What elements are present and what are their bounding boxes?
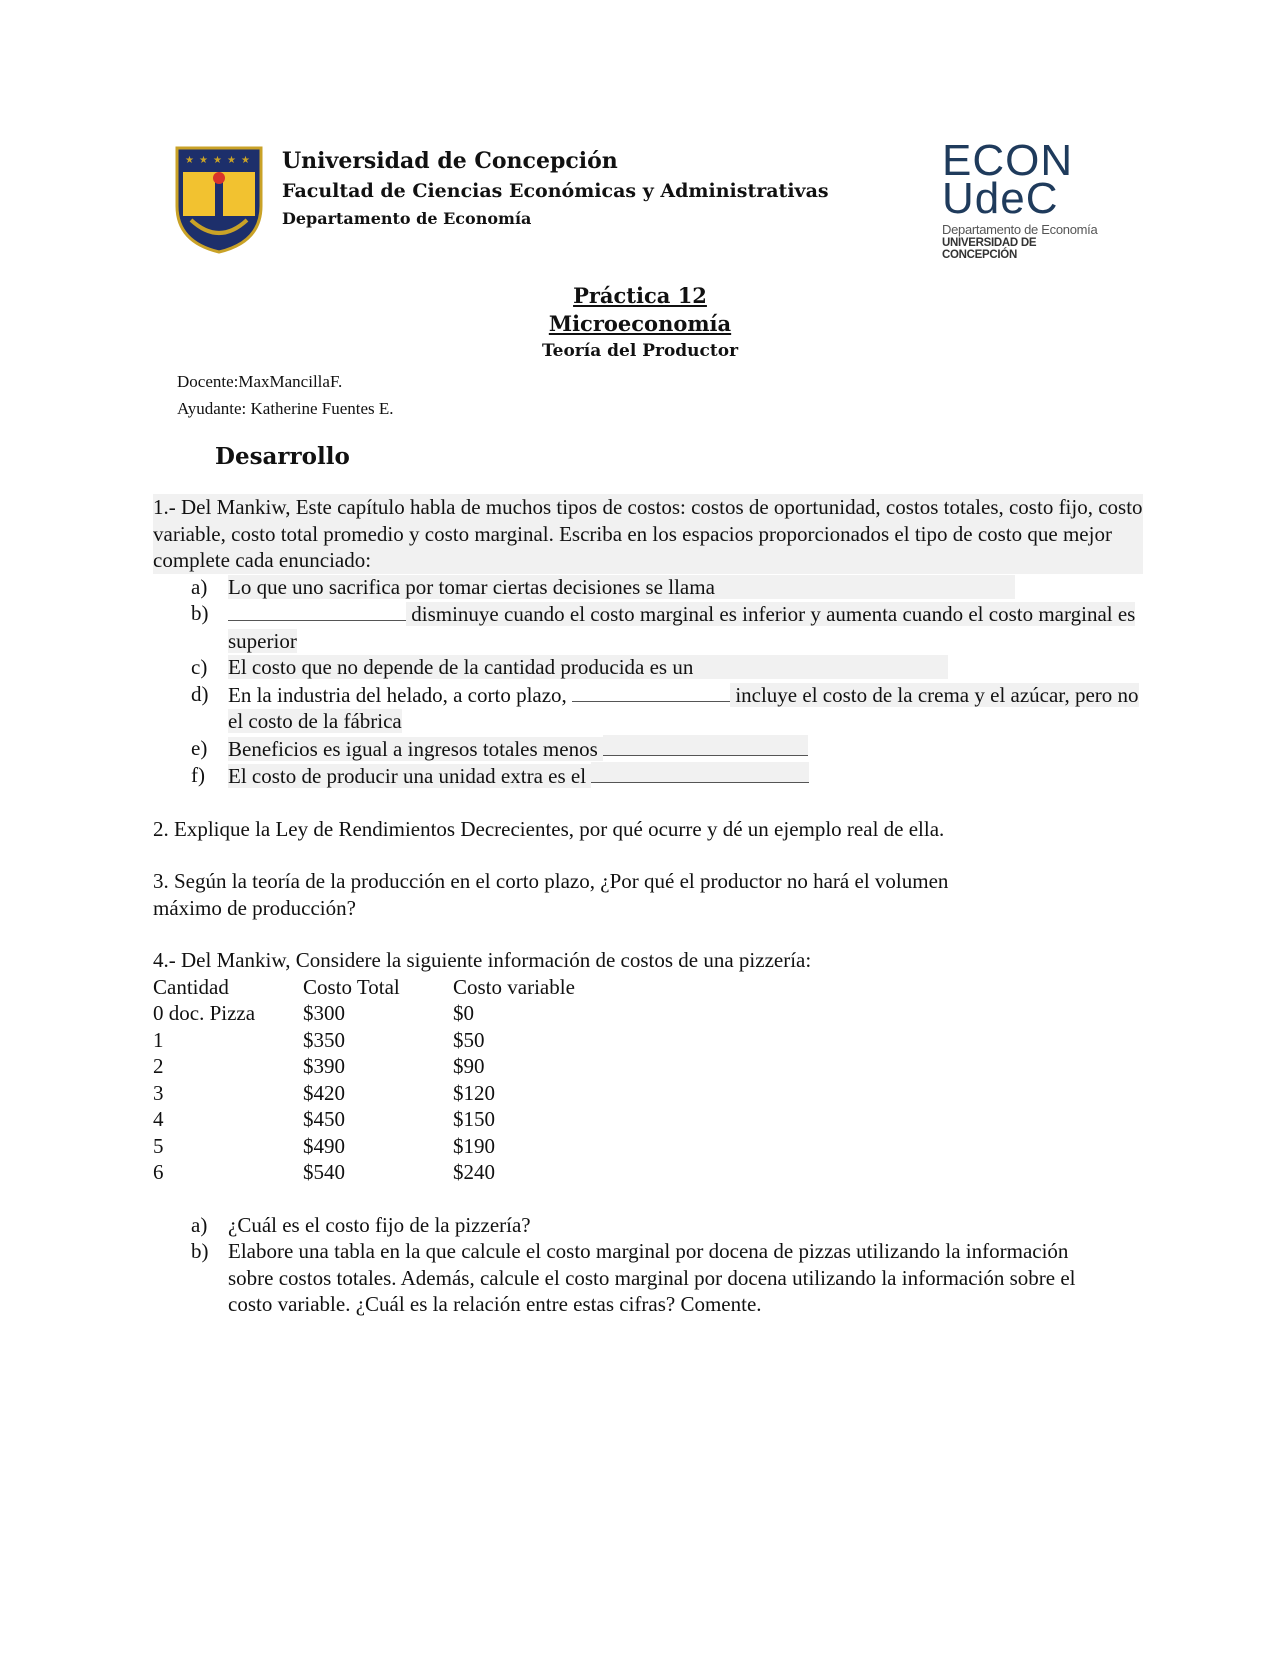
question-3: 3. Según la teoría de la producción en el corto plazo, ¿Por qué el productor no hará el volumen máximo de producción? xyxy=(153,869,949,920)
question-1-items xyxy=(153,574,1143,790)
table-cell: 1 xyxy=(153,1027,164,1052)
item-label: d) xyxy=(191,681,209,706)
item-label: a) xyxy=(191,1212,208,1237)
table-cell: $150 xyxy=(453,1107,495,1131)
header-cell: Costo variable xyxy=(453,974,575,999)
q1-item-d xyxy=(153,681,1143,735)
table-row xyxy=(153,1053,575,1080)
svg-text:★: ★ xyxy=(213,155,222,166)
table-cell: $490 xyxy=(303,1133,345,1158)
table-cell: $0 xyxy=(453,1001,474,1025)
answer-blank[interactable] xyxy=(591,762,809,783)
logo-univ-text: UNIVERSIDAD DE CONCEPCIÓN xyxy=(942,237,1037,261)
item-text: incluye el costo de la crema y el azúcar, pero no el costo de la fábrica xyxy=(228,682,1139,733)
item-label: e) xyxy=(191,735,208,760)
course-title: Microeconomía xyxy=(548,311,732,336)
question-4-intro: 4.- Del Mankiw, Considere la siguiente información de costos de una pizzería: xyxy=(153,948,812,972)
item-text: El costo que no depende de la cantidad producida es un xyxy=(228,655,948,679)
table-cell: $350 xyxy=(303,1027,345,1052)
staff-info xyxy=(177,368,394,422)
logo-econ-text: ECON xyxy=(942,136,1074,185)
table-cell: $300 xyxy=(303,1001,345,1025)
svg-text:★: ★ xyxy=(185,155,194,166)
item-text: ¿Cuál es el costo fijo de la pizzería? xyxy=(228,1212,531,1237)
table-cell: $90 xyxy=(453,1054,485,1078)
institution-header xyxy=(282,146,829,232)
table-cell: 2 xyxy=(153,1054,164,1078)
econ-udec-logo xyxy=(942,136,1102,261)
section-heading: Desarrollo xyxy=(215,443,350,470)
answer-blank[interactable] xyxy=(572,681,730,702)
item-label: b) xyxy=(191,601,209,625)
item-label: c) xyxy=(191,655,208,679)
logo-dept-text: Departamento de Economía xyxy=(942,222,1098,237)
q1-item-e xyxy=(153,735,1143,763)
header-cell: Cantidad xyxy=(153,974,229,999)
table-cell: 3 xyxy=(153,1080,164,1105)
table-row xyxy=(153,1027,575,1054)
topic-title: Teoría del Productor xyxy=(541,341,739,361)
table-cell: $120 xyxy=(453,1080,495,1105)
q4-item-b xyxy=(153,1238,1108,1318)
item-text: En la industria del helado, a corto plazo, xyxy=(228,682,573,707)
table-cell: $450 xyxy=(303,1107,345,1131)
document-body xyxy=(153,494,1143,1318)
pizza-cost-table xyxy=(153,974,575,1186)
table-cell: 6 xyxy=(153,1160,164,1184)
item-label: a) xyxy=(191,574,208,599)
svg-text:★: ★ xyxy=(241,155,250,166)
assistant-line: Ayudante: Katherine Fuentes E. xyxy=(177,399,394,418)
table-row xyxy=(153,1080,575,1107)
document-title-block xyxy=(0,282,1280,364)
item-text: Beneficios es igual a ingresos totales menos xyxy=(228,736,603,761)
item-text: El costo de producir una unidad extra es el xyxy=(228,764,592,788)
table-cell: $50 xyxy=(453,1027,485,1052)
table-row xyxy=(153,1106,575,1133)
table-cell: 0 doc. Pizza xyxy=(153,1001,256,1025)
table-cell: $240 xyxy=(453,1160,495,1184)
q1-item-c xyxy=(153,654,1143,681)
practice-title: Práctica 12 xyxy=(573,283,707,308)
item-text: Elabore una tabla en la que calcule el costo marginal por docena de pizzas utilizando la información sobre costos totales. Además, calcule el costo marginal por docena utilizando la información sobre el costo variable. ¿Cuál es la relación entre estas cifras? Comente. xyxy=(228,1239,1076,1316)
q1-item-a xyxy=(153,574,1143,601)
q1-item-b xyxy=(153,600,1143,654)
logo-udec-text: UdeC xyxy=(942,174,1059,223)
faculty-name: Facultad de Ciencias Económicas y Administrativas xyxy=(282,180,829,202)
question-1-intro: 1.- Del Mankiw, Este capítulo habla de muchos tipos de costos: costos de oportunidad, costos totales, costo fijo, costo variable, costo total promedio y costo marginal. Escriba en los espacios proporcionados el tipo de costo que mejor complete cada enunciado: xyxy=(153,495,1143,572)
table-row xyxy=(153,1000,575,1027)
department-name: Departamento de Economía xyxy=(282,209,532,228)
item-label: b) xyxy=(191,1239,209,1263)
q4-item-a xyxy=(153,1212,1143,1239)
teacher-line: Docente:MaxMancillaF. xyxy=(177,372,343,391)
question-4-items xyxy=(153,1212,1143,1318)
table-cell: $190 xyxy=(453,1133,495,1158)
header-cell: Costo Total xyxy=(303,974,400,999)
answer-blank[interactable] xyxy=(603,735,808,756)
table-header-row xyxy=(153,974,575,1001)
table-row xyxy=(153,1159,575,1186)
table-cell: 5 xyxy=(153,1133,164,1158)
university-name: Universidad de Concepción xyxy=(282,148,618,174)
table-row xyxy=(153,1133,575,1160)
university-crest-logo xyxy=(175,146,263,254)
table-cell: 4 xyxy=(153,1107,164,1131)
table-cell: $540 xyxy=(303,1160,345,1184)
item-text: disminuye cuando el costo marginal es inferior y aumenta cuando el costo marginal es superior xyxy=(228,602,1136,653)
question-2: 2. Explique la Ley de Rendimientos Decrecientes, por qué ocurre y dé un ejemplo real de ella. xyxy=(153,816,945,841)
q1-item-f xyxy=(153,762,1143,790)
table-cell: $420 xyxy=(303,1080,345,1105)
svg-text:★: ★ xyxy=(199,155,208,166)
item-label: f) xyxy=(191,763,205,787)
answer-blank[interactable] xyxy=(228,600,406,621)
item-text: Lo que uno sacrifica por tomar ciertas decisiones se llama xyxy=(228,575,1015,599)
table-cell: $390 xyxy=(303,1054,345,1078)
svg-text:★: ★ xyxy=(227,155,236,166)
